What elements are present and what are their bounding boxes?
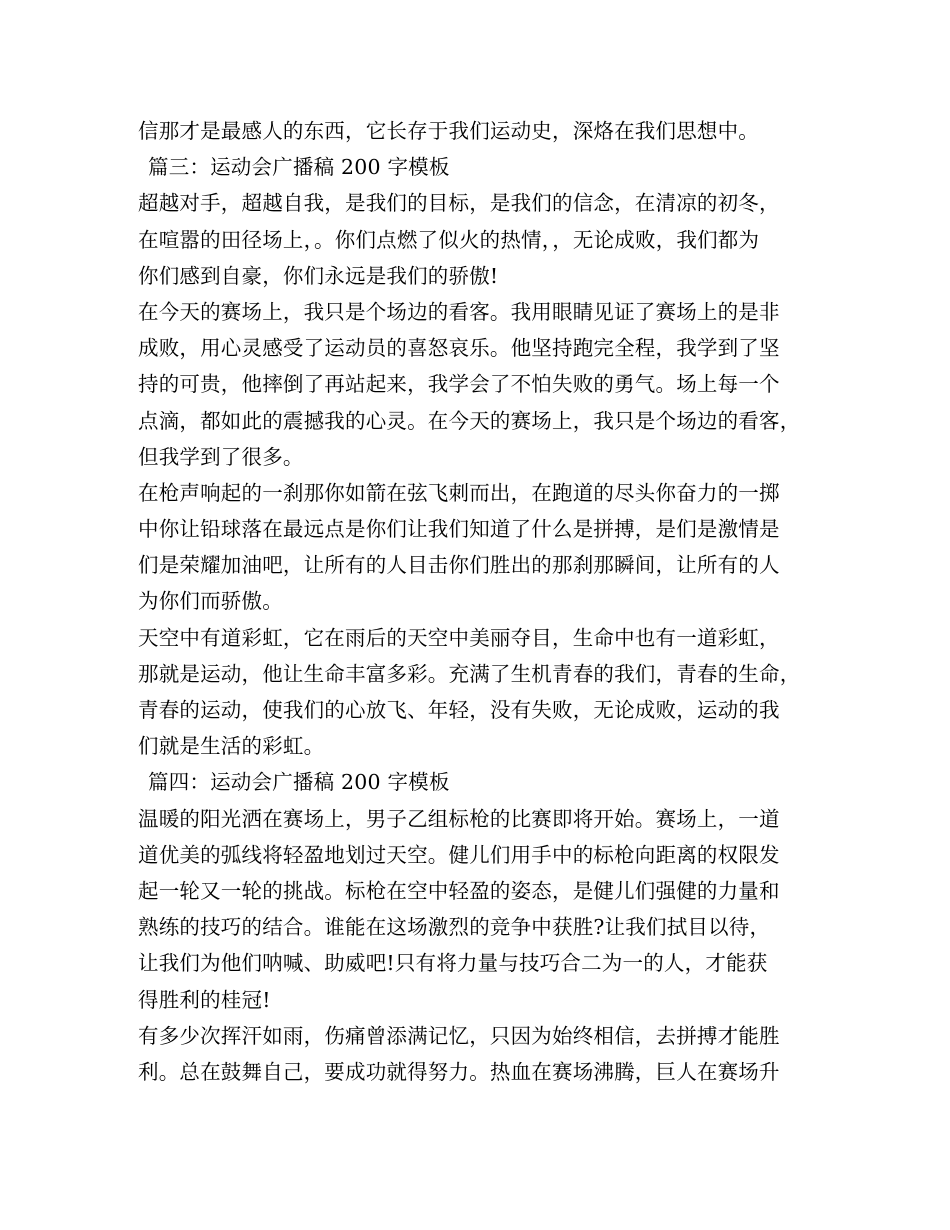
paragraph-line: 点滴，都如此的震撼我的心灵。在今天的赛场上，我只是个场边的看客， (138, 408, 801, 433)
paragraph-line: 你们感到自豪，你们永远是我们的骄傲! (138, 263, 499, 288)
paragraph-line: 在枪声响起的一刹那你如箭在弦飞刺而出，在跑道的尽头你奋力的一掷 (138, 480, 780, 505)
paragraph-line: 持的可贵，他摔倒了再站起来，我学会了不怕失败的勇气。场上每一个 (138, 372, 780, 397)
paragraph-line: 那就是运动，他让生命丰富多彩。充满了生机青春的我们，青春的生命， (138, 661, 801, 686)
paragraph-line: 中你让铅球落在最远点是你们让我们知道了什么是拼搏，是们是激情是 (138, 517, 780, 542)
paragraph-line: 天空中有道彩虹，它在雨后的天空中美丽夺目，生命中也有一道彩虹， (138, 625, 780, 650)
paragraph-line: 为你们而骄傲。 (138, 589, 283, 614)
paragraph-line: 起一轮又一轮的挑战。标枪在空中轻盈的姿态，是健儿们强健的力量和 (138, 878, 780, 903)
paragraph-line: 在喧嚣的田径场上，。你们点燃了似火的热情，，无论成败，我们都为 (138, 227, 760, 252)
paragraph-line: 信那才是最感人的东西，它长存于我们运动史，深烙在我们思想中。 (138, 119, 759, 143)
paragraph-line: 温暖的阳光洒在赛场上，男子乙组标枪的比赛即将开始。赛场上，一道 (138, 806, 780, 831)
paragraph-line: 得胜利的桂冠! (138, 987, 271, 1012)
article-body (138, 113, 838, 1090)
paragraph-line: 有多少次挥汗如雨，伤痛曾添满记忆，只因为始终相信，去拼搏才能胜 (138, 1023, 780, 1048)
section-heading: 篇三：运动会广播稿 200 字模板 (148, 155, 450, 180)
paragraph-line: 们是荣耀加油吧，让所有的人目击你们胜出的那刹那瞬间，让所有的人 (138, 553, 780, 578)
paragraph-line: 让我们为他们呐喊、助威吧!只有将力量与技巧合二为一的人，才能获 (138, 951, 768, 976)
paragraph-line: 们就是生活的彩虹。 (138, 734, 325, 759)
paragraph-line: 青春的运动，使我们的心放飞、年轻，没有失败，无论成败，运动的我 (138, 698, 780, 722)
section-heading: 篇四：运动会广播稿 200 字模板 (148, 770, 450, 795)
paragraph-line: 熟练的技巧的结合。谁能在这场激烈的竞争中获胜?让我们拭目以待， (138, 915, 771, 940)
paragraph-line: 成败，用心灵感受了运动员的喜怒哀乐。他坚持跑完全程，我学到了坚 (138, 336, 780, 361)
paragraph-line: 但我学到了很多。 (138, 444, 304, 469)
paragraph-line: 道优美的弧线将轻盈地划过天空。健儿们用手中的标枪向距离的权限发 (138, 842, 780, 867)
paragraph-line: 超越对手，超越自我，是我们的目标，是我们的信念，在清凉的初冬， (138, 191, 780, 216)
paragraph-line: 利。总在鼓舞自己，要成功就得努力。热血在赛场沸腾，巨人在赛场升 (138, 1059, 780, 1084)
paragraph-line: 在今天的赛场上，我只是个场边的看客。我用眼睛见证了赛场上的是非 (138, 299, 780, 324)
